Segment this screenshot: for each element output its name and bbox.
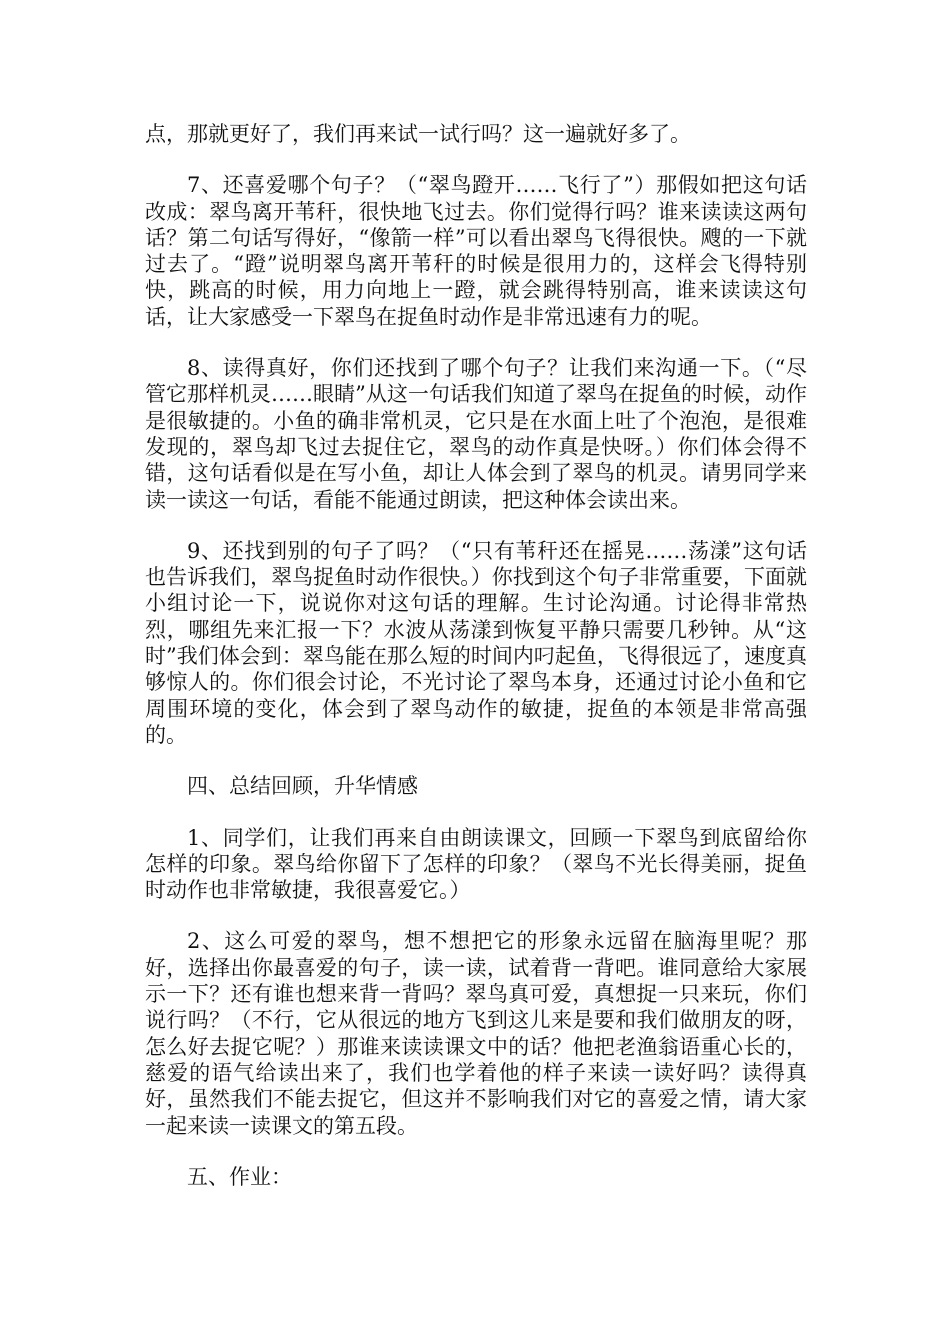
- section-four-heading: 四、总结回顾，升华情感: [187, 774, 418, 799]
- section-four-paragraph-2: 2、这么可爱的翠鸟，想不想把它的形象永远留在脑海里呢？那好，选择出你最喜爱的句子，读一读，试着背一背吧。谁同意给大家展示一下？还有谁也想来背一背吗？翠鸟真可爱，真想捉一只来玩，你们说行吗？（不行，它从很远的地方飞到这儿来是要和我们做朋友的呀，怎么好去捉它呢？）那谁来读读课文中的话？他把老渔翁语重心长的，慈爱的语气给读出来了，我们也学着他的样子来读一读好吗？读得真好，虽然我们不能去捉它，但这并不影响我们对它的喜爱之情，请大家一起来读一读课文的第五段。: [145, 929, 807, 1138]
- paragraph-9: 9、还找到别的句子了吗？（“只有苇秆还在摇晃……荡漾”这句话也告诉我们，翠鸟捉鱼时动作很快。）你找到这个句子非常重要，下面就小组讨论一下，说说你对这句话的理解。生讨论沟通。讨论得非常热烈，哪组先来汇报一下？水波从荡漾到恢复平静只需要几秒钟。从“这时”我们体会到：翠鸟能在那么短的时间内叼起鱼，飞得很远了，速度真够惊人的。你们很会讨论，不光讨论了翠鸟本身，还通过讨论小鱼和它周围环境的变化，体会到了翠鸟动作的敏捷，捉鱼的本领是非常高强的。: [145, 538, 807, 747]
- section-four-paragraph-1: 1、同学们，让我们再来自由朗读课文，回顾一下翠鸟到底留给你怎样的印象。翠鸟给你留下了怎样的印象？（翠鸟不光长得美丽，捉鱼时动作也非常敏捷，我很喜爱它。）: [145, 825, 807, 903]
- paragraph-7: 7、还喜爱哪个句子？（“翠鸟蹬开……飞行了”）那假如把这句话改成：翠鸟离开苇秆，很快地飞过去。你们觉得行吗？谁来读读这两句话？第二句话写得好，“像箭一样”可以看出翠鸟飞得很快。飕的一下就过去了。“蹬”说明翠鸟离开苇秆的时候是很用力的，这样会飞得特别快，跳高的时候，用力向地上一蹬，就会跳得特别高，谁来读读这句话，让大家感受一下翠鸟在捉鱼时动作是非常迅速有力的呢。: [145, 173, 807, 329]
- opening-line: 点，那就更好了，我们再来试一试行吗？这一遍就好多了。: [145, 122, 691, 146]
- document-body: [145, 121, 807, 1215]
- paragraph-8: 8、读得真好，你们还找到了哪个句子？让我们来沟通一下。（“尽管它那样机灵……眼睛”从这一句话我们知道了翠鸟在捉鱼的时候，动作是很敏捷的。小鱼的确非常机灵，它只是在水面上吐了个泡泡，是很难发现的，翠鸟却飞过去捉住它，翠鸟的动作真是快呀。）你们体会得不错，这句话看似是在写小鱼，却让人体会到了翠鸟的机灵。请男同学来读一读这一句话，看能不能通过朗读，把这种体会读出来。: [145, 356, 807, 512]
- section-five-heading: 五、作业：: [187, 1164, 292, 1189]
